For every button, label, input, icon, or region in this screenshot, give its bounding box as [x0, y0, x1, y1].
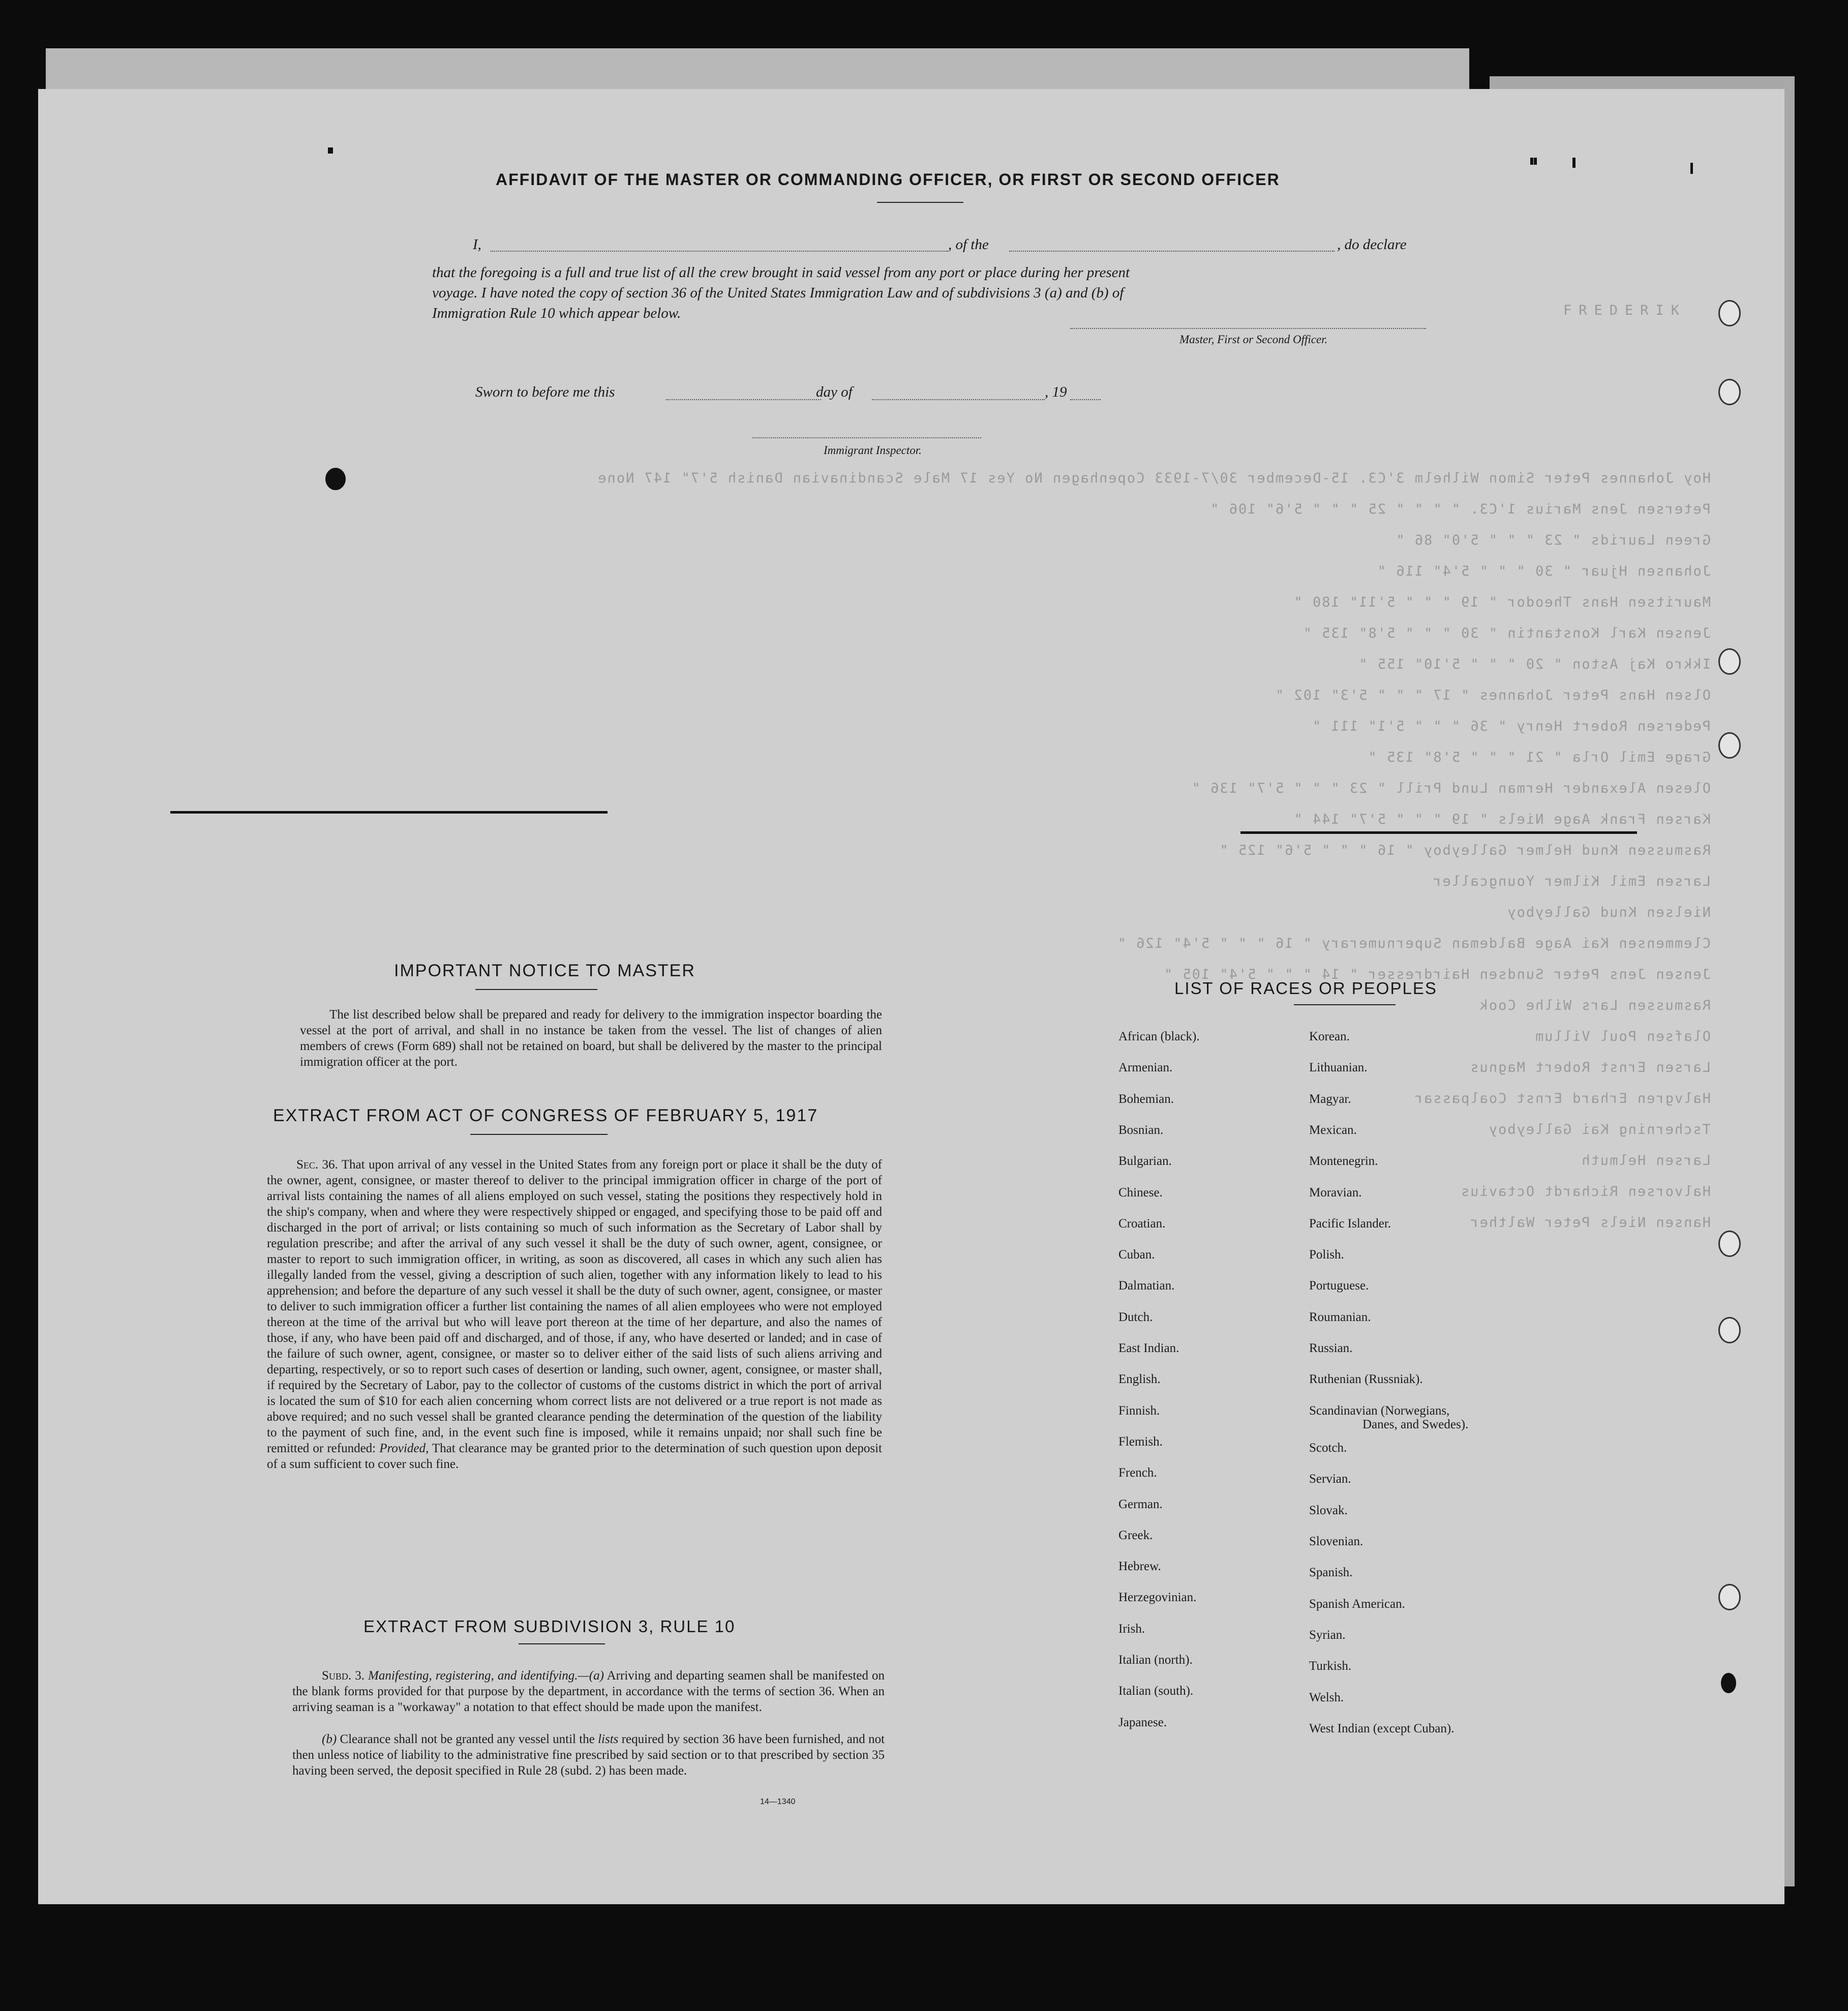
race-item: Dutch. [1118, 1310, 1153, 1324]
race-item: Italian (north). [1118, 1653, 1193, 1667]
bleed-through-row: Rasmussen Lars Wilhe Cook [1478, 998, 1711, 1013]
bleed-through-row: Pedersen Robert Henry " 36 " " " 5'1" 111 " [1312, 718, 1711, 734]
race-item: East Indian. [1118, 1341, 1179, 1355]
race-item: Portuguese. [1309, 1279, 1369, 1293]
ink-mark [1572, 158, 1576, 168]
bleed-through-row: Jensen Jens Peter Sundsen Hairdresser " 14 " " " 5'4" 105 " [1163, 967, 1711, 982]
manifest-sheet [38, 89, 1784, 1904]
race-item: Lithuanian. [1309, 1061, 1368, 1075]
punch-hole [1718, 648, 1741, 675]
race-item: Syrian. [1309, 1628, 1346, 1642]
rule-b-lists: lists [598, 1732, 619, 1746]
act-title: EXTRACT FROM ACT OF CONGRESS OF FEBRUARY 5, 1917 [273, 1106, 819, 1125]
race-item: Cuban. [1118, 1248, 1155, 1262]
bleed-through-signature: FREDERIK [1563, 303, 1687, 318]
strike-line-left [170, 811, 608, 814]
race-item: Pacific Islander. [1309, 1216, 1391, 1230]
race-item: West Indian (except Cuban). [1309, 1721, 1455, 1735]
form-number: 14—1340 [760, 1797, 796, 1806]
bleed-through-row: Karsen Frank Aage Niels " 19 " " " 5'7" 144 " [1293, 812, 1711, 827]
punch-hole [1718, 1317, 1741, 1343]
affidavit-name-blank [491, 251, 948, 252]
bleed-through-row: Halvorsen Richardt Octavius [1460, 1184, 1711, 1199]
notice-body: The list described below shall be prepared and ready for delivery to the immigration inspector boarding the vessel at the port of arrival, and shall in no instance be taken from the vessel. The list of changes of alien members of crews (Form 689) shall not be retained on board, but shall be delivered by the master to the principal immigration officer at the port. [300, 1008, 882, 1069]
rule-subsection-b [292, 1731, 885, 1779]
rule-b-body-1: Clearance shall not be granted any vessel until the [340, 1732, 595, 1746]
race-item: Magyar. [1309, 1092, 1351, 1106]
rule-title: EXTRACT FROM SUBDIVISION 3, RULE 10 [363, 1617, 736, 1636]
ink-mark [1690, 163, 1693, 174]
race-item: Chinese. [1118, 1185, 1163, 1199]
ink-mark [328, 147, 333, 154]
race-item: Spanish American. [1309, 1597, 1405, 1611]
rule-b-body-2: required by section 36 have been furnished, and not then unless notice of liability to the administrative fine prescribed by said section or to that prescribed by section 35 having been served, the deposit specified in Rule 28 (subd. 2) has been made. [292, 1732, 885, 1778]
sworn-month-blank [872, 399, 1045, 400]
bleed-through-row: Hansen Niels Peter Walther [1469, 1215, 1711, 1230]
sworn-day-blank [666, 399, 821, 400]
bleed-through-row: Ikkro Kaj Aston " 20 " " " 5'10" 155 " [1358, 656, 1711, 672]
punch-hole [1718, 379, 1741, 405]
bleed-through-row: Larsen Helmuth [1581, 1153, 1711, 1168]
rule-a-body: Arriving and departing seamen shall be manifested on the blank forms provided for that purpose by the department, in accordance with the terms of section 36. When an arriving seaman is a "workaway" a notation to that effect should be made upon the manifest. [292, 1669, 885, 1714]
bleed-through-row: Johansen Hjuar " 30 " " " 5'4" 116 " [1376, 563, 1711, 579]
affidavit-line-4: Immigration Rule 10 which appear below. [432, 305, 681, 321]
race-item: Flemish. [1118, 1434, 1163, 1449]
race-item: Slovenian. [1309, 1535, 1364, 1549]
race-item: Scandinavian (Norwegians, [1309, 1403, 1450, 1418]
race-item: Spanish. [1309, 1566, 1353, 1580]
bleed-through-row: Larsen Emil Kilmer Youngcaller [1432, 874, 1711, 889]
race-item: Polish. [1309, 1248, 1344, 1262]
affidavit-line-2: that the foregoing is a full and true list of all the crew brought in said vessel from any port or place during her present [432, 264, 1130, 281]
act-section-end: That clearance may be granted prior to the determination of such question upon deposit of a sum sufficient to cover such fine. [267, 1442, 882, 1471]
affidavit-of-the: , of the [948, 236, 989, 253]
bleed-through-row: Jensen Karl Konstantin " 30 " " " 5'8" 135 " [1302, 625, 1711, 641]
race-item: Danes, and Swedes). [1362, 1418, 1469, 1432]
sworn-year: , 19 [1045, 384, 1067, 400]
bleed-through-row: Halvgren Erhard Ernst Coalpassar [1413, 1091, 1711, 1106]
affidavit-title-rule [877, 202, 963, 203]
sworn-text: Sworn to before me this [475, 384, 615, 400]
race-item: German. [1118, 1497, 1163, 1511]
strike-line-right [1240, 831, 1637, 834]
race-item: Scotch. [1309, 1441, 1347, 1455]
punch-hole [1718, 1584, 1741, 1610]
race-item: French. [1118, 1466, 1157, 1480]
bleed-through-row: Olafsen Poul Villum [1534, 1029, 1711, 1044]
punch-hole [1718, 300, 1741, 326]
race-item: Roumanian. [1309, 1310, 1371, 1324]
race-item: Italian (south). [1118, 1684, 1194, 1698]
race-item: English. [1118, 1372, 1161, 1387]
race-item: Russian. [1309, 1341, 1353, 1355]
race-item: Bosnian. [1118, 1123, 1164, 1137]
signature-blank [1070, 328, 1426, 329]
bleed-through-row: Olsen Hans Peter Johannes " 17 " " " 5'3" 102 " [1274, 687, 1711, 703]
sworn-day-of: day of [816, 384, 853, 400]
race-item: Armenian. [1118, 1061, 1173, 1075]
race-item: Greek. [1118, 1528, 1153, 1542]
bleed-through-row: Larsen Ernst Robert Magnus [1469, 1060, 1711, 1075]
bleed-through-row: Grage Emil Orla " 21 " " " 5'8" 135 " [1367, 749, 1711, 765]
notice-title-rule [475, 989, 597, 990]
race-item: Moravian. [1309, 1185, 1362, 1199]
punch-hole-dark [1721, 1673, 1736, 1693]
punch-hole [1718, 1230, 1741, 1257]
bleed-through-row: Tscherning Kai Galleyboy [1488, 1122, 1711, 1137]
race-item: Bohemian. [1118, 1092, 1174, 1106]
bleed-through-row: Hoy Johannes Peter Simon Wilhelm 3'C3. 15-December 30/7-1933 Copenhagen No Yes 17 Male Scandinavian Danish 5'7" 147 None [597, 470, 1711, 486]
bleed-through-row: Green Laurids " 23 " " " 5'0" 86 " [1395, 532, 1711, 548]
rule-subd-title: Manifesting, registering, and identifying. [368, 1669, 578, 1683]
race-item: Korean. [1309, 1030, 1350, 1043]
affidavit-vessel-blank [1009, 251, 1335, 252]
rule-a-label: —(a) [578, 1669, 604, 1683]
race-item: Mexican. [1309, 1123, 1357, 1137]
race-item: Slovak. [1309, 1503, 1348, 1517]
race-item: Japanese. [1118, 1715, 1167, 1729]
race-item: Turkish. [1309, 1659, 1352, 1673]
inspector-label: Immigrant Inspector. [824, 444, 922, 457]
act-body [267, 1157, 882, 1472]
race-item: Finnish. [1118, 1403, 1160, 1418]
race-item: Herzegovinian. [1118, 1590, 1197, 1605]
race-item: Croatian. [1118, 1216, 1166, 1230]
affidavit-title: AFFIDAVIT OF THE MASTER OR COMMANDING OFFICER, OR FIRST OR SECOND OFFICER [496, 170, 1280, 189]
race-item: African (black). [1118, 1030, 1200, 1043]
race-item: Irish. [1118, 1622, 1145, 1636]
affidavit-do-declare: , do declare [1337, 236, 1407, 253]
race-item: Hebrew. [1118, 1559, 1161, 1574]
races-title-rule [1294, 1004, 1396, 1005]
race-item: Dalmatian. [1118, 1279, 1175, 1293]
act-section-text: That upon arrival of any vessel in the United States from any foreign port or place it shall be the duty of the owner, agent, consignee, or master thereof to deliver to the principal immigration officer in charge of the port of arrival lists containing the names of all aliens employed on such vessel, stating the positions they respectively hold in the ship's company, when and where they were respectively shipped or engaged, and specifying those to be paid off and discharged in the port of arrival; or lists containing so much of such information as the Secretary of Labor shall by regulation prescribe; and after the arrival of any such vessel it shall be the duty of such owner, agent, consignee, or master to report to such immigration officer, in writing, as soon as discovered, all cases in which any such alien has illegally landed from the vessel, giving a description of such alien, together with any information likely to lead to his apprehension; and before the departure of any such vessel it shall be the duty of such owner, agent, consignee, or master to deliver to such immigration officer a further list containing the names of all alien employees who were not employed thereon at the time of the arrival but who will leave port thereon at the time of her departure, and also the names of those, if any, who have been paid off and discharged, and of those, if any, who have deserted or landed; and in case of the failure of such owner, agent, consignee, or master so to deliver either of the said lists of such aliens arriving and departing, respectively, or so to report such cases of desertion or landing, such owner, agent, consignee, or master shall, if required by the Secretary of Labor, pay to the collector of customs of the customs district in which the port of arrival is located the sum of $10 for each alien concerning whom correct lists are not delivered or a true report is not made as above required; and no such vessel shall be granted clearance pending the determination of the question of the liability to the payment of such fine, and, in the event such fine is imposed, while it remains unpaid; nor shall such fine be remitted or refunded: [267, 1158, 882, 1455]
rule-b-label: (b) [322, 1732, 337, 1746]
rule-subd-label: Subd. 3. [322, 1669, 365, 1683]
bleed-through-row: Nielsen Knud Galleyboy [1506, 905, 1711, 920]
race-item: Ruthenian (Russniak). [1309, 1372, 1423, 1387]
bleed-through-row: Olesen Alexander Herman Lund Prill " 23 " " " 5'7" 136 " [1191, 781, 1711, 796]
rule-subsection-a [292, 1668, 885, 1715]
races-title: LIST OF RACES OR PEOPLES [1174, 979, 1437, 998]
act-provided: Provided, [379, 1442, 429, 1455]
bleed-through-row: Mauritsen Hans Theodor " 19 " " " 5'11" 180 " [1293, 594, 1711, 610]
act-title-rule [470, 1134, 608, 1135]
bleed-through-row: Rasmussen Knud Helmer Galleyboy " 16 " " " 5'6" 125 " [1219, 843, 1711, 858]
punch-hole [1718, 732, 1741, 759]
bleed-through-row: Clemmensen Kai Aage Baldeman Supernumerary " 16 " " " 5'4" 126 " [1116, 936, 1711, 951]
ink-blot [325, 468, 346, 490]
ink-mark [1530, 158, 1533, 165]
inspector-blank [752, 437, 981, 438]
race-item: Welsh. [1309, 1690, 1344, 1704]
race-item: Servian. [1309, 1472, 1351, 1486]
sworn-year-blank [1070, 399, 1101, 400]
ink-mark [1534, 158, 1537, 165]
notice-title: IMPORTANT NOTICE TO MASTER [394, 961, 695, 980]
signature-label: Master, First or Second Officer. [1179, 333, 1328, 346]
act-section-label: Sec. 36. [296, 1158, 338, 1172]
race-item: Montenegrin. [1309, 1154, 1378, 1168]
rule-title-rule [519, 1643, 605, 1644]
bleed-through-row: Petersen Jens Marius 1'C3. " " " " 25 " " " 5'6" 106 " [1209, 501, 1711, 517]
affidavit-i: I, [473, 236, 481, 253]
race-item: Bulgarian. [1118, 1154, 1172, 1168]
affidavit-line-3: voyage. I have noted the copy of section 36 of the United States Immigration Law and of subdivisions 3 (a) and (b) of [432, 285, 1124, 301]
